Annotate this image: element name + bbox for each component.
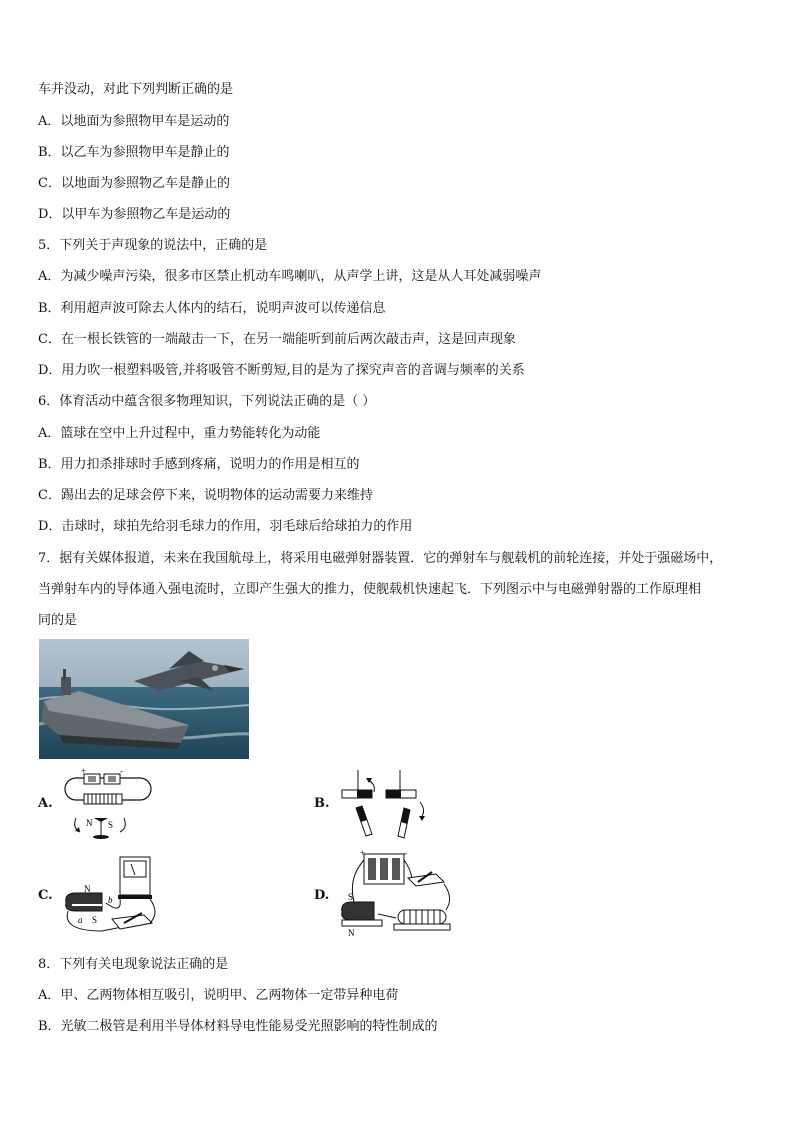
q6-option-b: B．用力扣杀排球时手感到疼痛，说明力的作用是相互的 xyxy=(38,457,360,472)
q5-stem: 5．下列关于声现象的说法中，正确的是 xyxy=(38,238,268,253)
q4-option-c: C．以地面为参照物乙车是静止的 xyxy=(38,176,230,191)
solenoid-compass-diagram xyxy=(62,766,162,842)
fig-a-plus: + xyxy=(81,766,87,776)
q4-stem-end: 车并没动，对此下列判断正确的是 xyxy=(38,82,234,97)
q5-option-a: A．为减少噪声污染，很多市区禁止机动车鸣喇叭，从声学上讲，这是从人耳处减弱噪声 xyxy=(38,269,542,284)
fig-d-n: N xyxy=(348,928,355,938)
fig-c-s: S xyxy=(92,915,98,925)
q7-option-b-label: B. xyxy=(314,796,330,811)
q4-option-b: B．以乙车为参照物甲车是静止的 xyxy=(38,145,230,160)
fig-a-minus: - xyxy=(120,766,123,776)
q7-stem-line-3: 同的是 xyxy=(38,613,78,628)
motor-battery-circuit-diagram xyxy=(338,848,458,944)
q8-stem: 8．下列有关电现象说法正确的是 xyxy=(38,957,229,972)
q4-option-a: A．以地面为参照物甲车是运动的 xyxy=(38,114,230,129)
fig-d-s: S xyxy=(348,892,354,902)
q5-option-d: D．用力吹一根塑料吸管,并将吸管不断剪短,目的是为了探究声音的音调与频率的关系 xyxy=(38,363,525,378)
q5-option-c: C．在一根长铁管的一端敲击一下，在另一端能听到前后两次敲击声，这是回声现象 xyxy=(38,332,516,347)
q5-option-b: B．利用超声波可除去人体内的结石，说明声波可以传递信息 xyxy=(38,301,386,316)
fig-c-b: b xyxy=(108,895,113,905)
fig-c-a: a xyxy=(78,915,83,925)
q6-stem: 6．体育活动中蕴含很多物理知识，下列说法正确的是（ ） xyxy=(38,394,376,409)
fig-d-minus: - xyxy=(404,848,407,858)
q8-option-b: B．光敏二极管是利用半导体材料导电性能易受光照影响的特性制成的 xyxy=(38,1019,438,1034)
fig-d-plus: + xyxy=(360,848,366,858)
bar-magnet-diagram xyxy=(338,766,438,842)
q7-stem-line-1: 7．据有关媒体报道，未来在我国航母上，将采用电磁弹射器装置．它的弹射车与舰载机的前轮连接，并处于强磁场中， xyxy=(38,551,723,566)
q4-option-d: D．以甲车为参照物乙车是运动的 xyxy=(38,207,231,222)
q7-option-c-label: C. xyxy=(38,888,53,903)
fig-a-n: N xyxy=(86,818,93,828)
q7-option-d-label: D. xyxy=(314,888,330,903)
fig-c-n: N xyxy=(84,884,91,894)
q6-option-c: C．踢出去的足球会停下来，说明物体的运动需要力来维持 xyxy=(38,488,373,503)
q6-option-d: D．击球时，球拍先给羽毛球力的作用，羽毛球后给球拍力的作用 xyxy=(38,519,413,534)
fig-a-s: S xyxy=(108,820,114,830)
q8-option-a: A．甲、乙两物体相互吸引，说明甲、乙两物体一定带异种电荷 xyxy=(38,988,399,1003)
q7-option-a-label: A. xyxy=(38,796,53,811)
galvanometer-circuit-diagram xyxy=(62,853,162,938)
aircraft-carrier-photo xyxy=(39,639,249,759)
q7-stem-line-2: 当弹射车内的导体通入强电流时，立即产生强大的推力，使舰载机快速起飞．下列图示中与电磁弹射器的工作原理相 xyxy=(38,582,702,597)
q6-option-a: A．篮球在空中上升过程中，重力势能转化为动能 xyxy=(38,426,321,441)
